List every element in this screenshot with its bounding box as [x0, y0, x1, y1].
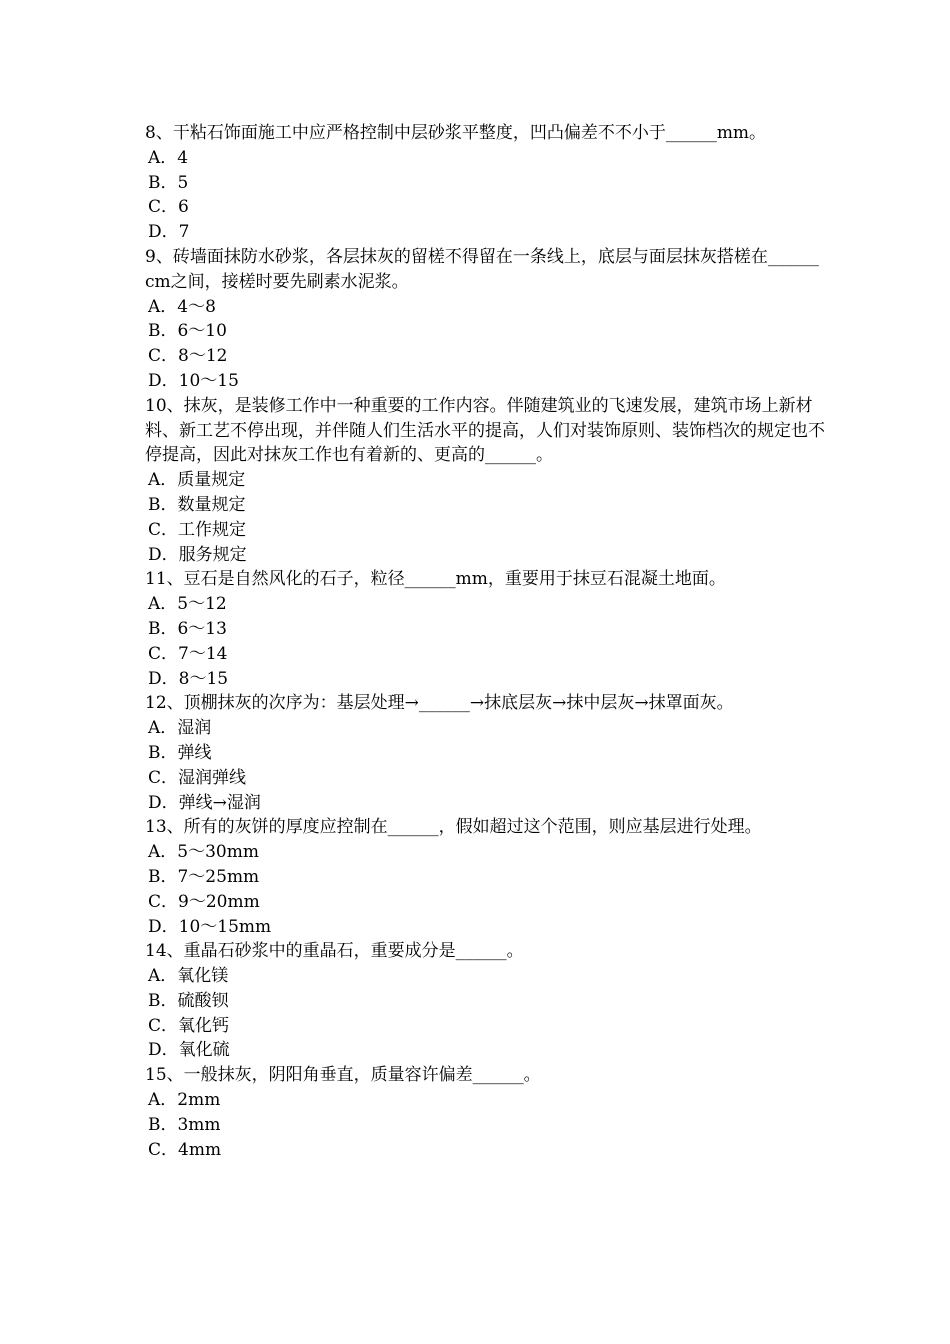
option-a: A．质量规定 — [148, 470, 246, 491]
option-a: A．氧化镁 — [148, 966, 229, 987]
option-c: C．4mm — [148, 1139, 222, 1160]
question-text: 9、砖墙面抹防水砂浆，各层抹灰的留槎不得留在一条线上，底层与面层抹灰搭槎在______cm之间，接槎时要先刷素水泥浆。 — [145, 246, 819, 292]
option-a: A．湿润 — [148, 718, 212, 739]
option-b: B．5 — [148, 172, 189, 193]
question-text: 12、顶棚抹灰的次序为：基层处理→______→抹底层灰→抹中层灰→抹罩面灰。 — [145, 693, 734, 714]
option-c: C．6 — [148, 197, 189, 218]
option-a: A．5～12 — [148, 594, 227, 615]
option-b: B．7～25mm — [148, 866, 260, 887]
question-text: 11、豆石是自然风化的石子，粒径______mm，重要用于抹豆石混凝土地面。 — [145, 569, 726, 590]
question-text: 13、所有的灰饼的厚度应控制在______，假如超过这个范围，则应基层进行处理。 — [145, 817, 762, 838]
question-text: 10、抹灰，是装修工作中一种重要的工作内容。伴随建筑业的飞速发展，建筑市场上新材料、新工艺不停出现，并伴随人们生活水平的提高，人们对装饰原则、装饰档次的规定也不停提高，因此对抹灰工作也有着新的、更高的______。 — [145, 395, 825, 466]
question-text: 8、干粘石饰面施工中应严格控制中层砂浆平整度，凹凸偏差不不小于______mm。 — [145, 123, 767, 143]
option-d: D．服务规定 — [148, 544, 247, 565]
question-13 — [145, 815, 825, 939]
option-d: D．10～15 — [148, 370, 239, 391]
option-d: D．8～15 — [148, 668, 229, 689]
option-d: D．10～15mm — [148, 916, 272, 937]
option-d: D．弹线→湿润 — [148, 792, 261, 813]
question-11 — [145, 567, 825, 691]
question-8 — [145, 121, 825, 245]
option-a: A．4 — [148, 147, 189, 168]
option-b: B．弹线 — [148, 742, 212, 763]
option-c: C．氧化钙 — [148, 1015, 230, 1036]
option-b: B．6～13 — [148, 618, 227, 639]
question-text: 14、重晶石砂浆中的重晶石，重要成分是______。 — [145, 941, 524, 962]
option-d: D．氧化硫 — [148, 1040, 230, 1061]
option-d: D．7 — [148, 222, 190, 243]
question-15 — [145, 1063, 825, 1162]
option-b: B．数量规定 — [148, 494, 246, 515]
option-c: C．9～20mm — [148, 891, 260, 912]
option-b: B．3mm — [148, 1114, 221, 1135]
option-b: B．6～10 — [148, 321, 227, 342]
option-b: B．硫酸钡 — [148, 990, 229, 1011]
question-10 — [145, 394, 825, 568]
option-c: C．7～14 — [148, 643, 228, 664]
option-a: A．4～8 — [148, 296, 216, 317]
question-text: 15、一般抹灰，阴阳角垂直，质量容许偏差______。 — [145, 1065, 541, 1086]
option-a: A．2mm — [148, 1090, 221, 1111]
document-page — [145, 121, 825, 1162]
question-12 — [145, 691, 825, 815]
question-14 — [145, 939, 825, 1063]
question-9 — [145, 245, 825, 394]
option-c: C．湿润弹线 — [148, 767, 247, 788]
option-a: A．5～30mm — [148, 842, 259, 863]
option-c: C．工作规定 — [148, 519, 247, 540]
option-c: C．8～12 — [148, 346, 228, 367]
